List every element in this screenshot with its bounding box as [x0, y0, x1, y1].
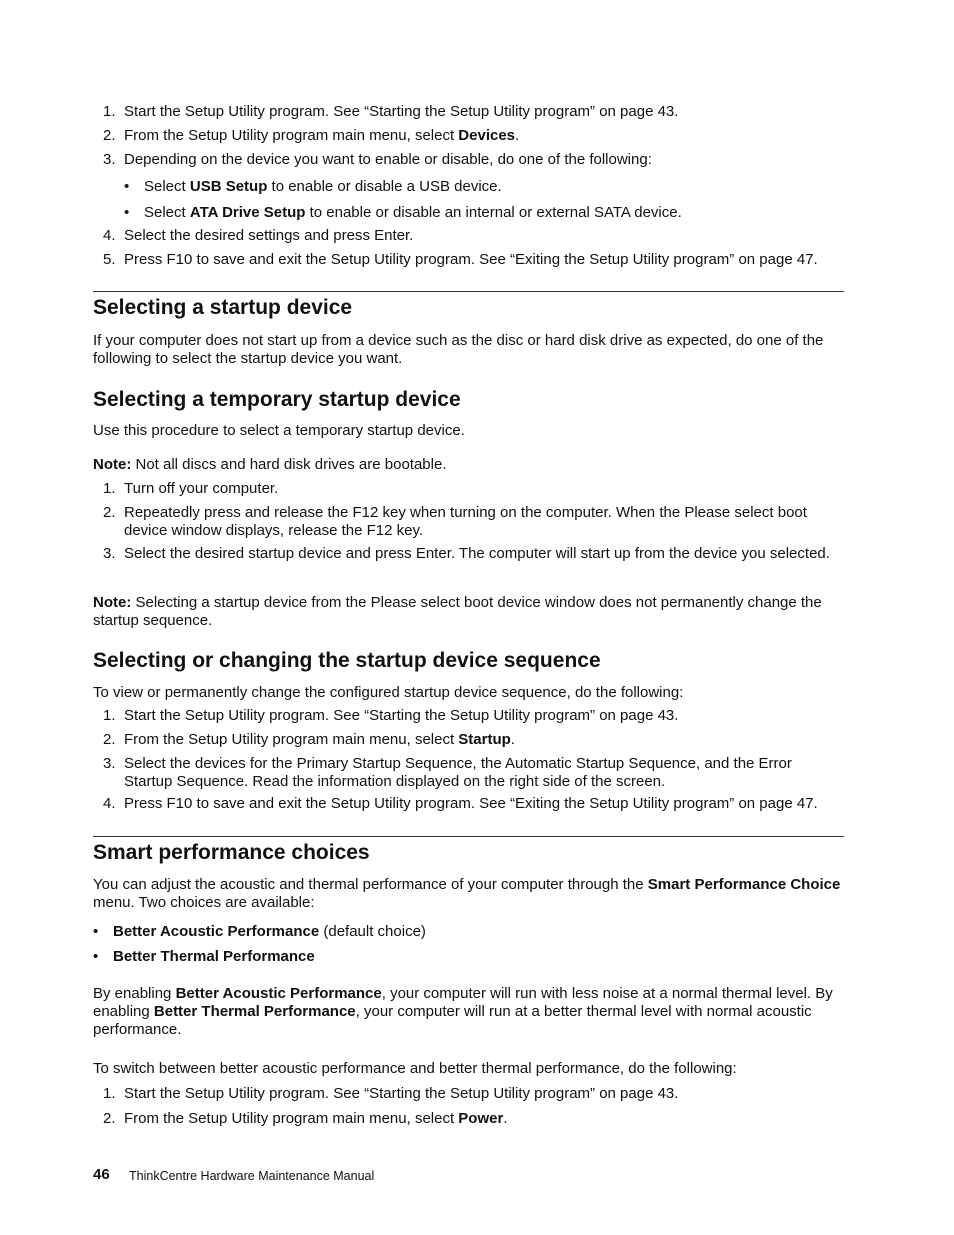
paragraph	[93, 985, 844, 1039]
list-number: 2.	[103, 731, 116, 748]
bullet-symbol: •	[124, 178, 130, 195]
menu-name: Power	[458, 1110, 504, 1127]
menu-name: Smart Performance Choice	[647, 876, 841, 893]
text-run: menu. Two choices are available:	[93, 894, 315, 911]
subsection-heading	[93, 388, 844, 412]
text-run: From the Setup Utility program main menu, select	[124, 127, 459, 144]
paragraph: Use this procedure to select a temporary startup device.	[93, 422, 465, 439]
list-text	[124, 127, 844, 145]
subsection-heading	[93, 649, 844, 673]
list-text: Press F10 to save and exit the Setup Utility program. See “Exiting the Setup Utility program” on page 47.	[124, 251, 818, 268]
list-number: 2.	[103, 504, 116, 521]
heading-smart-performance: Smart performance choices	[93, 841, 370, 864]
list-number: 4.	[103, 227, 116, 244]
text-run: .	[510, 731, 515, 748]
text-run: From the Setup Utility program main menu, select	[124, 731, 459, 748]
choice-name: Better Acoustic Performance	[113, 923, 320, 940]
paragraph: If your computer does not start up from a device such as the disc or hard disk drive as expected, do one of the following to select the startup device you want.	[93, 332, 824, 367]
note	[93, 456, 844, 474]
list-number: 5.	[103, 251, 116, 268]
text-run: By enabling	[93, 985, 176, 1002]
list-number: 1.	[103, 103, 116, 120]
bullet-symbol: •	[124, 204, 130, 221]
note-label: Note:	[93, 456, 132, 473]
list-number: 3.	[103, 151, 116, 168]
menu-name: Startup	[458, 731, 511, 748]
bullet-symbol: •	[93, 923, 99, 940]
text-run: , your computer will run with less noise at a normal thermal level. By enabling	[93, 985, 833, 1020]
section-heading	[93, 841, 844, 865]
note	[93, 594, 844, 630]
list-number: 1.	[103, 707, 116, 724]
list-text: Select the desired startup device and press Enter. The computer will start up from the device you selected.	[124, 545, 830, 562]
section-divider	[93, 291, 844, 292]
list-number: 4.	[103, 795, 116, 812]
menu-name: Devices	[458, 127, 516, 144]
paragraph	[93, 876, 844, 912]
text-run: .	[503, 1110, 508, 1127]
list-text: Depending on the device you want to enable or disable, do one of the following:	[124, 151, 652, 168]
text-run: From the Setup Utility program main menu, select	[124, 1110, 459, 1127]
bullet-symbol: •	[93, 948, 99, 965]
list-number: 2.	[103, 1110, 116, 1127]
section-heading	[93, 296, 844, 320]
text-run: (default choice)	[319, 923, 426, 940]
paragraph: To view or permanently change the configured startup device sequence, do the following:	[93, 684, 684, 701]
heading-temporary-startup: Selecting a temporary startup device	[93, 388, 461, 411]
list-number: 1.	[103, 1085, 116, 1102]
text-run: Select	[144, 178, 190, 195]
section-divider	[93, 836, 844, 837]
bullet-text	[113, 923, 844, 941]
list-number: 3.	[103, 545, 116, 562]
list-text	[124, 1110, 844, 1128]
choice-name: Better Thermal Performance	[153, 1003, 356, 1020]
list-text: Repeatedly press and release the F12 key when turning on the computer. When the Please select boot device window displays, release the F12 key.	[124, 504, 807, 539]
list-text: Press F10 to save and exit the Setup Utility program. See “Exiting the Setup Utility program” on page 47.	[124, 795, 818, 812]
list-text: Start the Setup Utility program. See “Starting the Setup Utility program” on page 43.	[124, 1085, 679, 1102]
text-run: .	[515, 127, 520, 144]
menu-name: USB Setup	[189, 178, 268, 195]
list-number: 2.	[103, 127, 116, 144]
list-text	[124, 731, 844, 749]
bullet-text	[144, 178, 844, 196]
list-text: Start the Setup Utility program. See “Starting the Setup Utility program” on page 43.	[124, 103, 679, 120]
list-number: 3.	[103, 755, 116, 772]
list-text: Start the Setup Utility program. See “Starting the Setup Utility program” on page 43.	[124, 707, 679, 724]
text-run: You can adjust the acoustic and thermal performance of your computer through the	[93, 876, 648, 893]
bullet-text	[113, 948, 844, 966]
note-label: Note:	[93, 594, 132, 611]
manual-title: ThinkCentre Hardware Maintenance Manual	[129, 1169, 375, 1183]
list-text: Turn off your computer.	[124, 480, 279, 497]
list-text: Select the desired settings and press Enter.	[124, 227, 414, 244]
menu-name: ATA Drive Setup	[189, 204, 306, 221]
heading-startup-sequence: Selecting or changing the startup device sequence	[93, 649, 601, 672]
list-text: Select the devices for the Primary Startup Sequence, the Automatic Startup Sequence, and the Error Startup Sequence. Read the information displayed on the right side of the screen.	[124, 755, 792, 790]
note-text: Selecting a startup device from the Please select boot device window does not permanently change the startup sequence.	[93, 594, 822, 629]
list-number: 1.	[103, 480, 116, 497]
bullet-text	[144, 204, 844, 222]
choice-name: Better Thermal Performance	[113, 948, 315, 965]
page-number: 46	[93, 1166, 110, 1183]
choice-name: Better Acoustic Performance	[175, 985, 382, 1002]
paragraph: To switch between better acoustic performance and better thermal performance, do the following:	[93, 1060, 737, 1077]
heading-startup-device: Selecting a startup device	[93, 296, 353, 319]
note-text: Not all discs and hard disk drives are bootable.	[131, 456, 447, 473]
text-run: Select	[144, 204, 190, 221]
text-run: , your computer will run at a better thermal level with normal acoustic performance.	[93, 1003, 812, 1038]
text-run: to enable or disable a USB device.	[267, 178, 502, 195]
text-run: to enable or disable an internal or external SATA device.	[305, 204, 682, 221]
